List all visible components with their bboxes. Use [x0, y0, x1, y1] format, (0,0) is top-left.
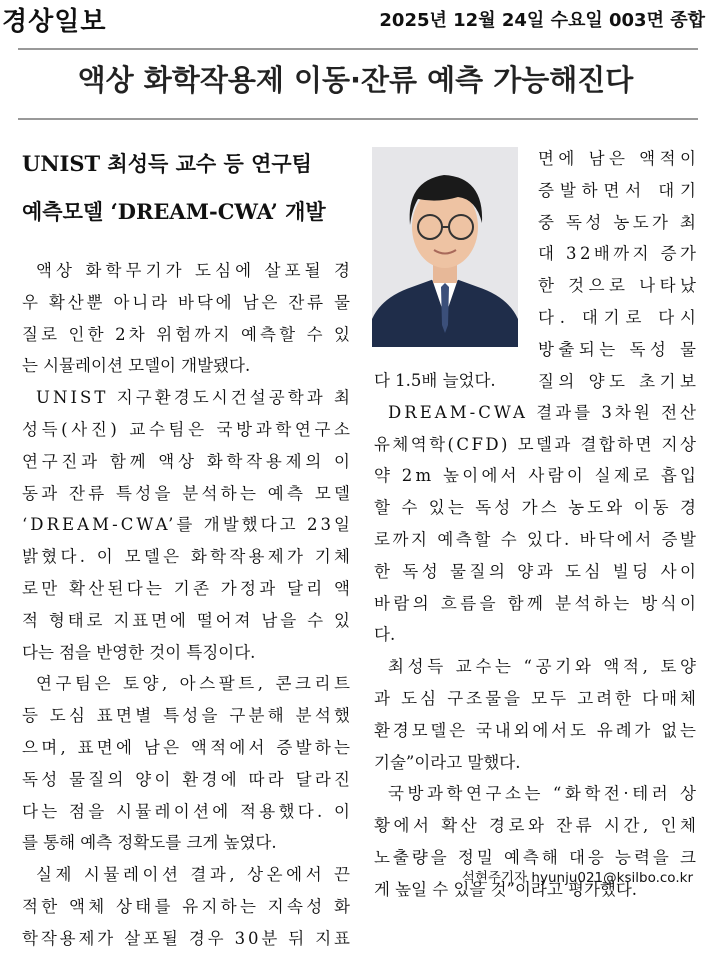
paragraph-line: 다 1.5배 늘었다. [374, 371, 496, 390]
paragraph-line: 환경모델은 국내외에서도 유례가 없는 [374, 720, 699, 740]
paragraph-line: 등 도심 표면별 특성을 구분해 분석했 [22, 706, 354, 726]
paragraph-line: 밝혔다. 이 모델은 화학작용제가 기체 [22, 547, 354, 567]
paragraph-line: 로까지 예측할 수 있다. 바닥에서 증발 [374, 529, 699, 549]
paragraph-line: 질로 인한 2차 위험까지 예측할 수 있 [22, 324, 354, 344]
paragraph-line: 약 2m 높이에서 사람이 실제로 흡입 [374, 466, 700, 486]
paragraph-line: 연구진과 함께 액상 화학작용제의 이 [22, 451, 354, 471]
headline-rule-top [18, 48, 698, 50]
article-column-right-bottom [374, 365, 701, 906]
paragraph-line: 우 확산뿐 아니라 바닥에 남은 잔류 물 [22, 292, 353, 312]
paragraph-line: 다. 대기로 다시 [538, 307, 702, 327]
paragraph-line: 면에 남은 액적이 [538, 149, 701, 168]
paragraph-line: 기술”이라고 말했다. [374, 752, 521, 772]
paragraph-line: UNIST 지구환경도시건설공학과 최 [36, 388, 354, 408]
paragraph-line: 중 독성 농도가 최 [538, 212, 700, 232]
paragraph-line: 대 32배까지 증가 [538, 244, 700, 264]
paragraph-line: 는 시뮬레이션 모델이 개발됐다. [22, 356, 251, 376]
person-portrait-icon [372, 147, 518, 347]
paragraph-line: 학작용제가 살포될 경우 30분 뒤 지표 [22, 928, 353, 948]
subhead-2: 예측모델 ‘DREAM-CWA’ 개발 [22, 199, 326, 224]
paragraph-line: 증발하면서 대기 [538, 180, 702, 200]
paragraph-line: 질의 양도 초기보 [538, 371, 701, 391]
paragraph-line: 유체역학(CFD) 모델과 결합하면 지상 [374, 434, 699, 454]
paragraph-line: 황에서 확산 경로와 잔류 시간, 인체 [374, 816, 700, 836]
paragraph-line: 바람의 흐름을 함께 분석하는 방식이 [374, 593, 700, 613]
paragraph-line: 독성 물질의 양이 환경에 따라 달라진 [22, 769, 354, 789]
paragraph-line: 최성득 교수는 “공기와 액적, 토양 [388, 657, 700, 677]
paragraph-line: 국방과학연구소는 “화학전·테러 상 [388, 784, 700, 804]
paragraph-line: ‘DREAM-CWA’를 개발했다고 23일 [22, 515, 354, 535]
paragraph-line: 로만 확산된다는 기존 가정과 달리 액 [22, 578, 354, 598]
paragraph-line: 적한 액체 상태를 유지하는 지속성 화 [22, 896, 354, 916]
paragraph-line: DREAM-CWA 결과를 3차원 전산 [388, 402, 700, 422]
paragraph-line: 연구팀은 토양, 아스팔트, 콘크리트 [36, 674, 354, 694]
paragraph-line: 를 통해 예측 정확도를 크게 높였다. [22, 833, 277, 853]
paragraph-line: 게 높일 수 있을 것”이라고 평가했다. [374, 879, 638, 899]
article-column-right-top [538, 143, 702, 397]
paragraph-line: 할 수 있는 독성 가스 농도와 이동 경 [374, 498, 700, 518]
paragraph-line: 동과 잔류 특성을 분석하는 예측 모델 [22, 483, 354, 503]
article-column-left [22, 255, 355, 955]
paragraph-line: 액상 화학무기가 도심에 살포될 경 [36, 261, 355, 280]
masthead [0, 0, 711, 36]
headline: 액상 화학작용제 이동·잔류 예측 가능해진다 [77, 63, 634, 97]
paragraph-line: 방출되는 독성 물 [538, 339, 701, 359]
paragraph-line: 실제 시뮬레이션 결과, 상온에서 끈 [36, 865, 354, 885]
newspaper-name: 경상일보 [2, 7, 107, 37]
paragraph-line: 다. [374, 625, 396, 645]
paragraph-line: 성득(사진) 교수팀은 국방과학연구소 [22, 419, 354, 439]
paragraph-line: 노출량을 정밀 예측해 대응 능력을 크 [374, 847, 699, 867]
paragraph-line: 다는 점을 반영한 것이 특징이다. [22, 642, 256, 662]
dateline: 2025년 12월 24일 수요일 003면 종합 [379, 10, 705, 31]
paragraph-line: 다는 점을 시뮬레이션에 적용했다. 이 [22, 801, 354, 821]
subhead-1: UNIST 최성득 교수 등 연구팀 [22, 151, 312, 176]
headline-rule-bottom [18, 118, 698, 120]
paragraph-line: 으며, 표면에 남은 액적에서 증발하는 [22, 737, 354, 757]
paragraph-line: 적 형태로 지표면에 떨어져 남을 수 있 [22, 610, 353, 630]
paragraph-line: 과 도심 구조물을 모두 고려한 다매체 [374, 688, 699, 708]
byline: 석현주기자 hyunju021@ksilbo.co.kr [461, 870, 693, 886]
paragraph-line: 한 것으로 나타났 [538, 276, 701, 296]
paragraph-line: 한 독성 물질의 양과 도심 빌딩 사이 [374, 561, 700, 581]
